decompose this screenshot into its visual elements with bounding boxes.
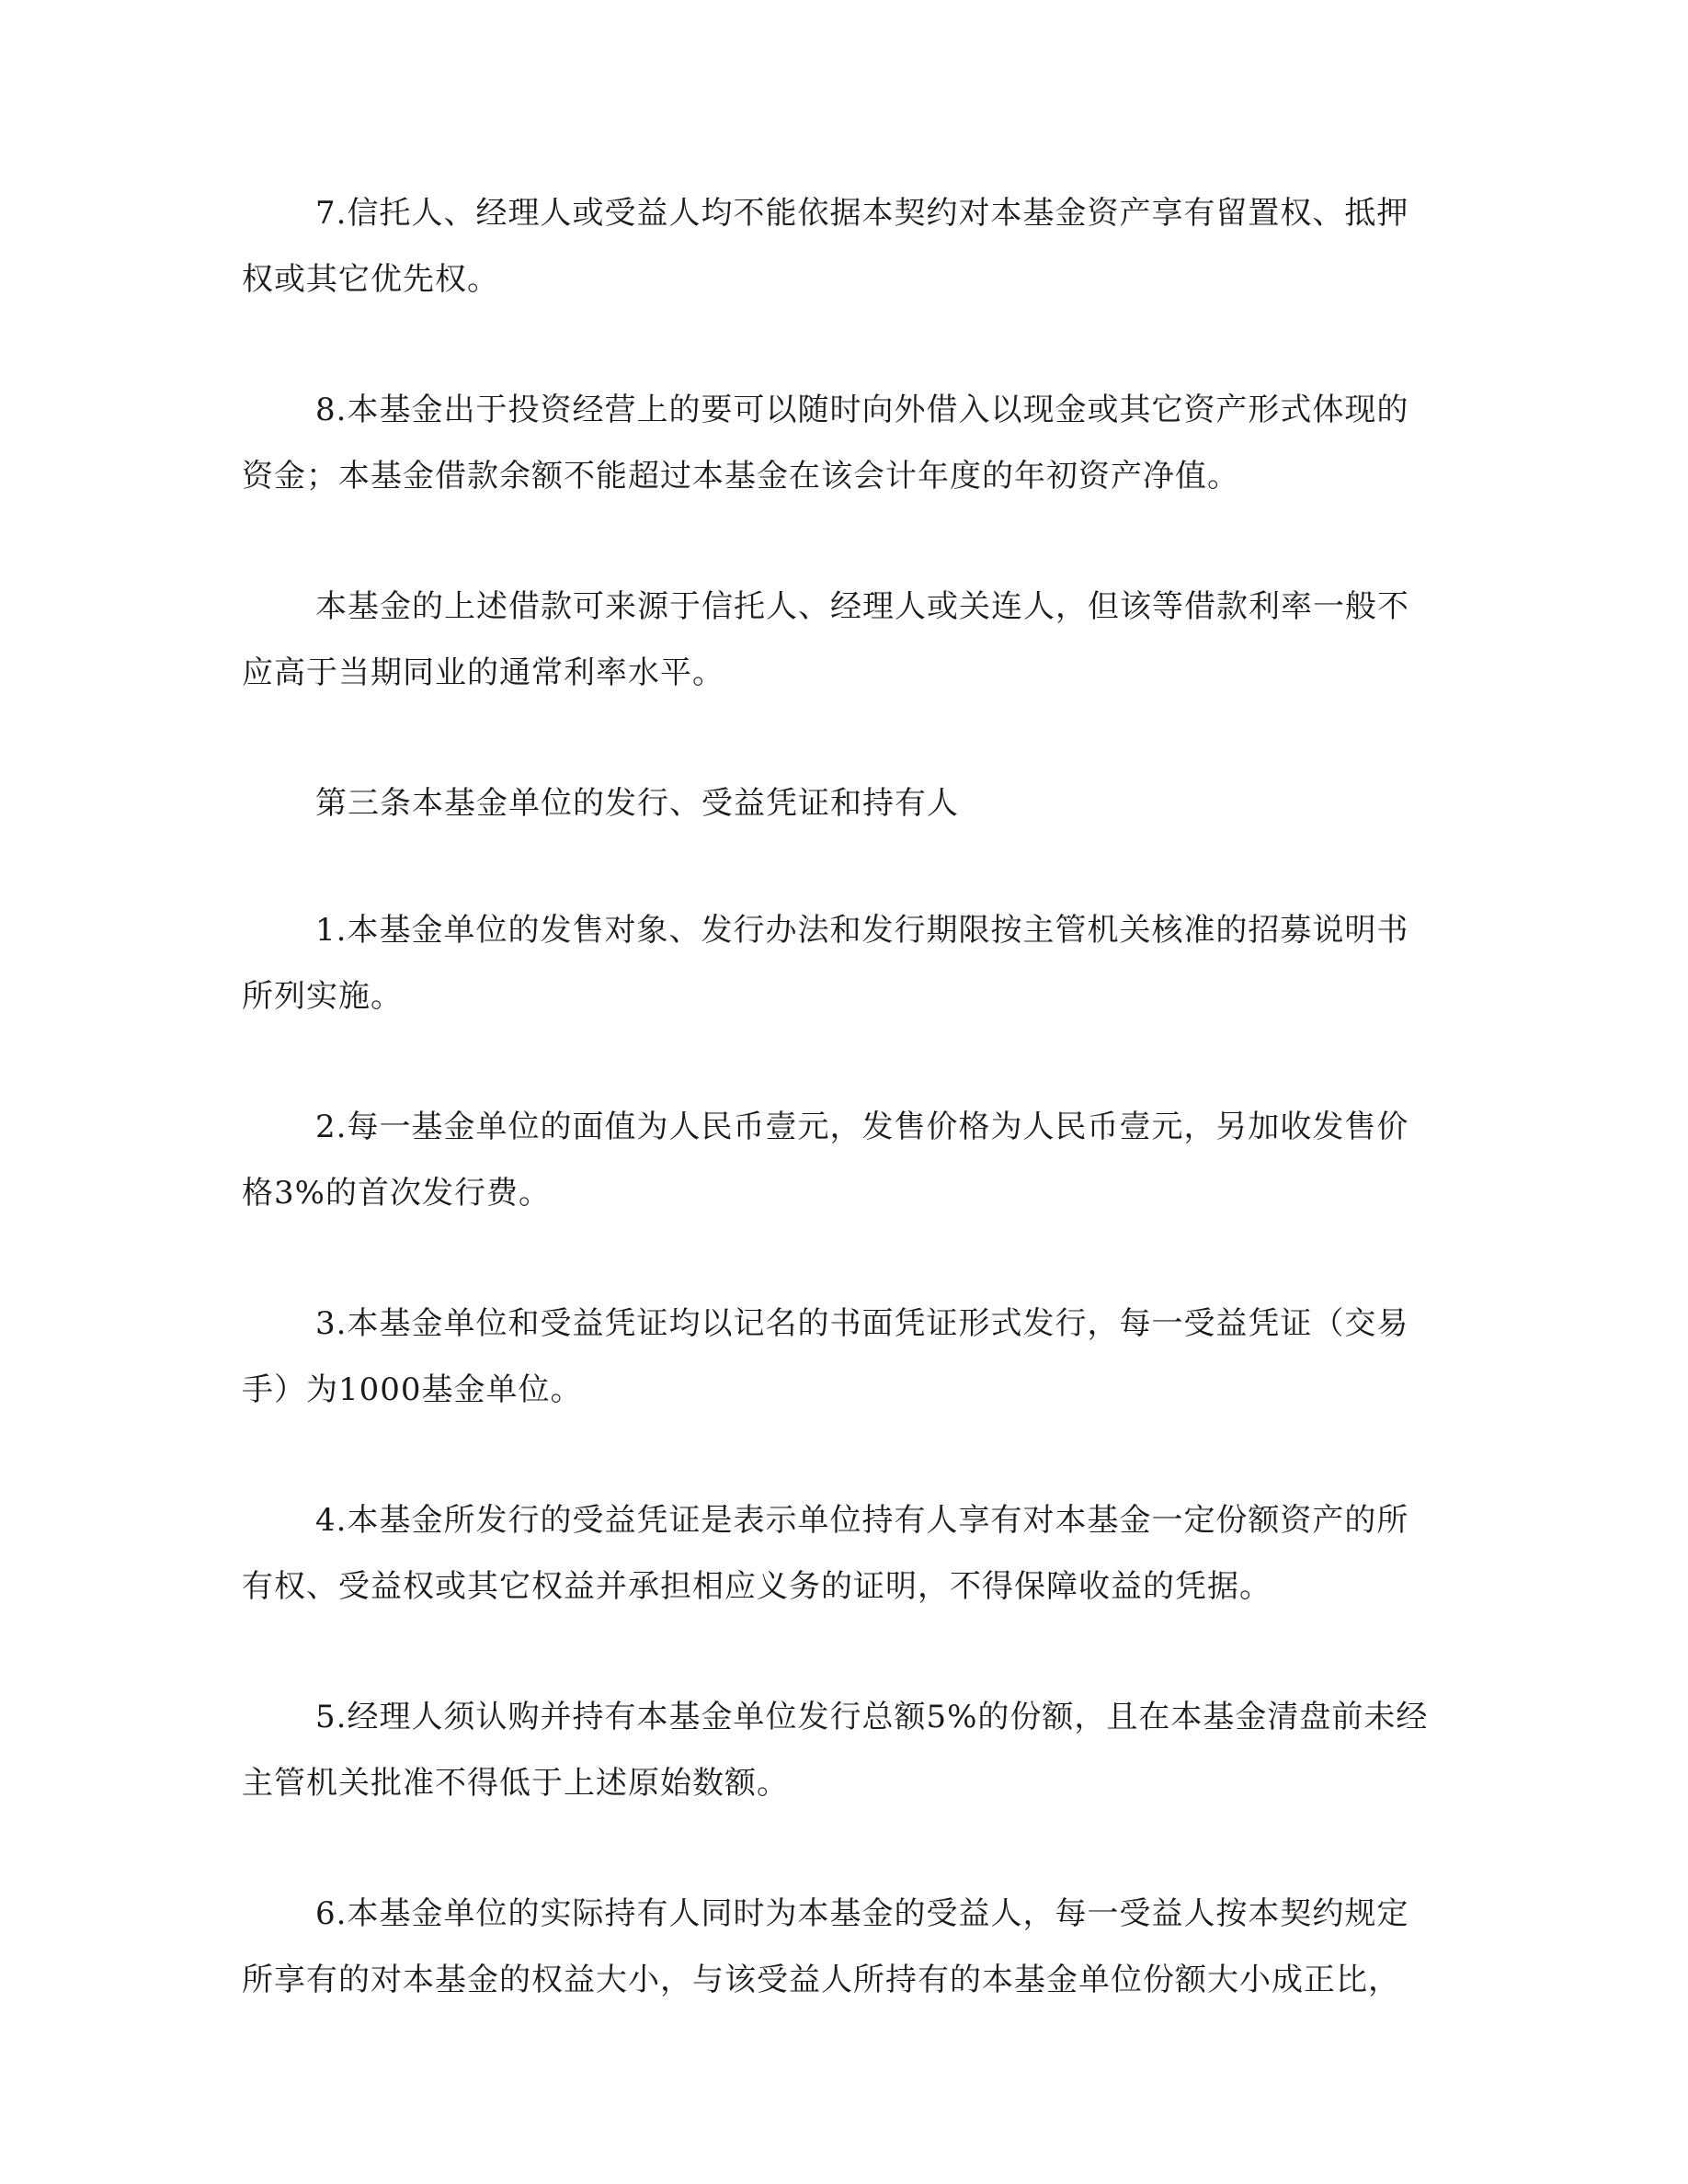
article-3-item-3 xyxy=(242,1291,1437,1423)
article-3-item-6 xyxy=(242,1881,1437,2013)
paragraph-item-7 xyxy=(242,180,1437,313)
paragraph-borrowing-source xyxy=(242,574,1437,706)
article-3-item-4 xyxy=(242,1487,1437,1620)
paragraph-line: 本基金的上述借款可来源于信托人、经理人或关连人，但该等借款利率一般不 xyxy=(315,588,1409,625)
paragraph-line: 4.本基金所发行的受益凭证是表示单位持有人享有对本基金一定份额资产的所 xyxy=(315,1502,1409,1539)
article-3-item-2 xyxy=(242,1094,1437,1226)
paragraph-line: 5.经理人须认购并持有本基金单位发行总额5%的份额，且在本基金清盘前未经 xyxy=(315,1699,1429,1735)
paragraph-line: 8.本基金出于投资经营上的要可以随时向外借入以现金或其它资产形式体现的 xyxy=(315,392,1409,428)
paragraph-item-8 xyxy=(242,377,1437,509)
paragraph-line: 手）为1000基金单位。 xyxy=(242,1371,583,1408)
article-3-item-1 xyxy=(242,897,1437,1029)
paragraph-line: 资金；本基金借款余额不能超过本基金在该会计年度的年初资产净值。 xyxy=(242,458,1239,495)
paragraph-line: 权或其它优先权。 xyxy=(242,261,499,298)
paragraph-line: 所享有的对本基金的权益大小，与该受益人所持有的本基金单位份额大小成正比， xyxy=(242,1962,1400,1998)
paragraph-line: 6.本基金单位的实际持有人同时为本基金的受益人，每一受益人按本契约规定 xyxy=(315,1895,1409,1932)
article-3-heading xyxy=(242,770,1437,836)
paragraph-line: 7.信托人、经理人或受益人均不能依据本契约对本基金资产享有留置权、抵押 xyxy=(315,195,1409,232)
paragraph-line: 第三条本基金单位的发行、受益凭证和持有人 xyxy=(315,785,959,822)
paragraph-line: 应高于当期同业的通常利率水平。 xyxy=(242,654,724,691)
paragraph-line: 2.每一基金单位的面值为人民币壹元，发售价格为人民币壹元，另加收发售价 xyxy=(315,1109,1409,1145)
paragraph-line: 主管机关批准不得低于上述原始数额。 xyxy=(242,1765,789,1802)
paragraph-line: 有权、受益权或其它权益并承担相应义务的证明，不得保障收益的凭据。 xyxy=(242,1568,1272,1605)
paragraph-line: 所列实施。 xyxy=(242,978,403,1015)
paragraph-line: 3.本基金单位和受益凭证均以记名的书面凭证形式发行，每一受益凭证（交易 xyxy=(315,1305,1409,1342)
paragraph-line: 格3%的首次发行费。 xyxy=(242,1175,551,1211)
article-3-item-5 xyxy=(242,1684,1437,1816)
paragraph-line: 1.本基金单位的发售对象、发行办法和发行期限按主管机关核准的招募说明书 xyxy=(315,912,1409,949)
